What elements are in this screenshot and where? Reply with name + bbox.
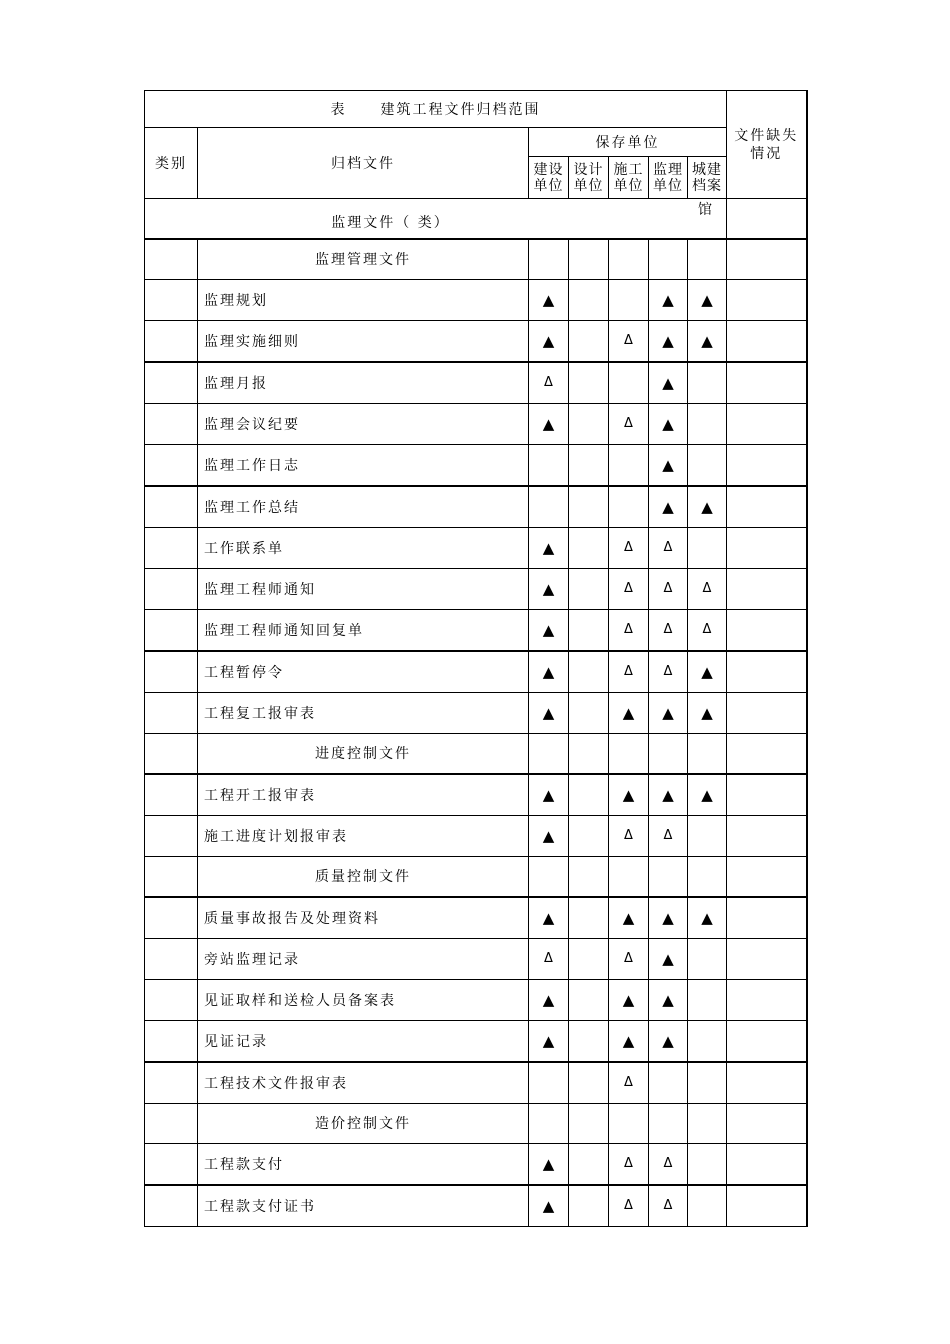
storage-mark: ▲ xyxy=(649,692,688,733)
storage-mark: Δ xyxy=(609,320,649,362)
table-row xyxy=(145,692,807,733)
storage-mark xyxy=(569,651,609,693)
archive-file-name: 见证记录 xyxy=(198,1020,529,1062)
storage-mark: ▲ xyxy=(529,279,569,320)
table-row xyxy=(145,568,807,609)
category-cell xyxy=(145,774,198,816)
missing-cell xyxy=(727,568,807,609)
category-cell xyxy=(145,733,198,774)
storage-mark: ▲ xyxy=(529,897,569,939)
storage-mark xyxy=(688,1062,727,1104)
storage-mark xyxy=(569,692,609,733)
table-row xyxy=(145,320,807,362)
missing-header-line1: 文件缺失 xyxy=(734,128,799,144)
missing-cell xyxy=(727,527,807,568)
storage-mark: ▲ xyxy=(529,692,569,733)
storage-mark xyxy=(688,444,727,486)
category-cell xyxy=(145,609,198,651)
storage-mark: ▲ xyxy=(649,897,688,939)
missing-cell xyxy=(727,815,807,856)
storage-mark xyxy=(569,979,609,1020)
storage-mark: Δ xyxy=(649,609,688,651)
table-row xyxy=(145,1020,807,1062)
storage-mark: Δ xyxy=(609,1143,649,1185)
storage-mark: ▲ xyxy=(609,979,649,1020)
storage-mark: ▲ xyxy=(529,527,569,568)
missing-cell xyxy=(727,651,807,693)
storage-mark: Δ xyxy=(609,815,649,856)
missing-cell xyxy=(727,774,807,816)
archive-file-name: 监理工程师通知 xyxy=(198,568,529,609)
storage-mark: Δ xyxy=(609,403,649,444)
storage-mark: Δ xyxy=(529,938,569,979)
archive-file-name: 监理会议纪要 xyxy=(198,403,529,444)
storage-mark xyxy=(569,279,609,320)
title-prefix: 表 xyxy=(330,102,347,118)
storage-mark xyxy=(569,1185,609,1227)
storage-mark xyxy=(688,1020,727,1062)
group-title: 监理管理文件 xyxy=(198,239,529,280)
missing-cell xyxy=(727,897,807,939)
unit-header-contractor: 施工 单位 xyxy=(609,157,649,199)
missing-cell xyxy=(727,362,807,404)
storage-mark xyxy=(649,1062,688,1104)
storage-mark xyxy=(688,527,727,568)
archive-scope-table xyxy=(144,90,808,1227)
storage-mark xyxy=(569,1020,609,1062)
archive-file-name: 监理月报 xyxy=(198,362,529,404)
missing-cell xyxy=(727,692,807,733)
storage-mark: ▲ xyxy=(609,897,649,939)
missing-cell xyxy=(727,938,807,979)
storage-mark: ▲ xyxy=(529,403,569,444)
table-title xyxy=(145,91,727,128)
archive-file-name: 监理实施细则 xyxy=(198,320,529,362)
unit-header-urban-archive: 城建 档案 xyxy=(688,157,727,199)
title-text: 建筑工程文件归档范围 xyxy=(380,102,541,118)
storage-mark xyxy=(569,609,609,651)
missing-cell xyxy=(727,403,807,444)
category-cell xyxy=(145,1185,198,1227)
archive-file-name: 监理工作总结 xyxy=(198,486,529,528)
section-title-row xyxy=(145,199,727,239)
section-title: 监理文件（ 类） xyxy=(331,215,450,232)
storage-mark xyxy=(569,938,609,979)
category-cell xyxy=(145,651,198,693)
archive-file-name: 监理工程师通知回复单 xyxy=(198,609,529,651)
category-cell xyxy=(145,239,198,280)
storage-mark: ▲ xyxy=(609,1020,649,1062)
group-title: 造价控制文件 xyxy=(198,1103,529,1143)
category-cell xyxy=(145,527,198,568)
storage-mark xyxy=(569,403,609,444)
storage-mark xyxy=(569,897,609,939)
table-row xyxy=(145,1062,807,1104)
storage-mark: Δ xyxy=(609,1185,649,1227)
storage-mark xyxy=(569,362,609,404)
storage-mark: ▲ xyxy=(649,1020,688,1062)
storage-mark xyxy=(529,444,569,486)
group-title: 质量控制文件 xyxy=(198,856,529,897)
storage-mark: ▲ xyxy=(649,403,688,444)
category-cell xyxy=(145,815,198,856)
storage-mark xyxy=(569,774,609,816)
storage-mark: Δ xyxy=(688,568,727,609)
storage-mark: Δ xyxy=(609,568,649,609)
storage-mark xyxy=(688,815,727,856)
table-row xyxy=(145,897,807,939)
storage-mark: ▲ xyxy=(529,1185,569,1227)
missing-cell xyxy=(727,1020,807,1062)
storage-mark: ▲ xyxy=(688,279,727,320)
storage-mark xyxy=(569,486,609,528)
category-cell xyxy=(145,856,198,897)
archive-file-name: 工程款支付 xyxy=(198,1143,529,1185)
storage-mark xyxy=(569,527,609,568)
storage-mark: ▲ xyxy=(609,692,649,733)
storage-mark: Δ xyxy=(529,362,569,404)
storage-mark: ▲ xyxy=(649,486,688,528)
storage-mark: Δ xyxy=(649,1143,688,1185)
table-row xyxy=(145,979,807,1020)
storage-mark: Δ xyxy=(609,527,649,568)
storage-mark: ▲ xyxy=(529,320,569,362)
storage-mark xyxy=(688,1143,727,1185)
table-row xyxy=(145,403,807,444)
group-title: 进度控制文件 xyxy=(198,733,529,774)
missing-cell xyxy=(727,486,807,528)
storage-mark: Δ xyxy=(649,815,688,856)
storage-mark: Δ xyxy=(649,527,688,568)
category-header: 类别 xyxy=(145,128,198,199)
archive-file-name: 工程开工报审表 xyxy=(198,774,529,816)
table-row xyxy=(145,938,807,979)
unit-header-urban-archive-line3: 馆 xyxy=(698,202,714,218)
missing-cell xyxy=(727,979,807,1020)
category-cell xyxy=(145,938,198,979)
missing-cell xyxy=(727,609,807,651)
storage-mark: ▲ xyxy=(529,651,569,693)
missing-cell xyxy=(727,1185,807,1227)
archive-file-name: 见证取样和送检人员备案表 xyxy=(198,979,529,1020)
storage-mark: ▲ xyxy=(649,774,688,816)
table-row xyxy=(145,362,807,404)
storage-mark: ▲ xyxy=(529,774,569,816)
category-cell xyxy=(145,1143,198,1185)
storage-mark: Δ xyxy=(609,1062,649,1104)
category-cell xyxy=(145,568,198,609)
storage-mark xyxy=(609,486,649,528)
category-cell xyxy=(145,403,198,444)
unit-header-supervision: 监理 单位 xyxy=(649,157,688,199)
storage-mark: ▲ xyxy=(609,774,649,816)
storage-mark xyxy=(569,320,609,362)
storage-mark: Δ xyxy=(649,568,688,609)
storage-mark xyxy=(609,444,649,486)
storage-mark: Δ xyxy=(609,609,649,651)
archive-file-name: 工程暂停令 xyxy=(198,651,529,693)
storage-mark xyxy=(688,362,727,404)
storage-mark: ▲ xyxy=(529,979,569,1020)
storage-mark xyxy=(688,938,727,979)
archive-file-name: 工程款支付证书 xyxy=(198,1185,529,1227)
missing-cell xyxy=(727,320,807,362)
table-row xyxy=(145,486,807,528)
archive-file-name: 质量事故报告及处理资料 xyxy=(198,897,529,939)
missing-cell xyxy=(727,1062,807,1104)
missing-cell xyxy=(727,199,807,239)
storage-mark: Δ xyxy=(688,609,727,651)
storage-mark xyxy=(569,1143,609,1185)
storage-mark xyxy=(529,1062,569,1104)
storage-mark: ▲ xyxy=(529,568,569,609)
storage-mark: Δ xyxy=(609,651,649,693)
storage-mark: ▲ xyxy=(688,897,727,939)
storage-mark: ▲ xyxy=(529,609,569,651)
storage-mark: ▲ xyxy=(688,486,727,528)
missing-cell xyxy=(727,1143,807,1185)
category-cell xyxy=(145,897,198,939)
unit-header-construction: 建设 单位 xyxy=(529,157,569,199)
storage-mark: ▲ xyxy=(688,692,727,733)
storage-mark: ▲ xyxy=(649,979,688,1020)
category-cell xyxy=(145,362,198,404)
storage-mark: Δ xyxy=(609,938,649,979)
archive-file-name: 工作联系单 xyxy=(198,527,529,568)
storage-mark: ▲ xyxy=(529,1020,569,1062)
category-cell xyxy=(145,1103,198,1143)
storage-mark: ▲ xyxy=(649,362,688,404)
unit-header-design: 设计 单位 xyxy=(569,157,609,199)
archive-file-name: 旁站监理记录 xyxy=(198,938,529,979)
category-cell xyxy=(145,692,198,733)
storage-mark: ▲ xyxy=(688,320,727,362)
archive-file-name: 监理工作日志 xyxy=(198,444,529,486)
storage-mark: ▲ xyxy=(649,320,688,362)
table-row xyxy=(145,651,807,693)
storage-mark xyxy=(569,568,609,609)
table-row xyxy=(145,774,807,816)
table-row xyxy=(145,1185,807,1227)
storage-mark xyxy=(569,1062,609,1104)
missing-header xyxy=(727,91,807,199)
table-row xyxy=(145,815,807,856)
missing-cell xyxy=(727,279,807,320)
category-cell xyxy=(145,979,198,1020)
storage-mark xyxy=(529,486,569,528)
category-cell xyxy=(145,1062,198,1104)
missing-header-line2: 情况 xyxy=(750,146,783,162)
archive-file-header: 归档文件 xyxy=(198,128,529,199)
archive-file-name: 工程复工报审表 xyxy=(198,692,529,733)
storage-mark: ▲ xyxy=(688,651,727,693)
missing-cell xyxy=(727,444,807,486)
storage-mark: ▲ xyxy=(688,774,727,816)
storage-mark: ▲ xyxy=(529,1143,569,1185)
table-row xyxy=(145,609,807,651)
archive-file-name: 监理规划 xyxy=(198,279,529,320)
storage-mark: ▲ xyxy=(529,815,569,856)
table-row xyxy=(145,527,807,568)
archive-file-name: 工程技术文件报审表 xyxy=(198,1062,529,1104)
category-cell xyxy=(145,279,198,320)
table-row xyxy=(145,444,807,486)
storage-mark: ▲ xyxy=(649,938,688,979)
category-cell xyxy=(145,444,198,486)
storage-unit-header: 保存单位 xyxy=(529,128,727,157)
storage-mark xyxy=(609,362,649,404)
table-row xyxy=(145,279,807,320)
table-row xyxy=(145,1143,807,1185)
storage-mark: ▲ xyxy=(649,444,688,486)
category-cell xyxy=(145,320,198,362)
storage-mark xyxy=(688,403,727,444)
category-cell xyxy=(145,1020,198,1062)
storage-mark: Δ xyxy=(649,651,688,693)
archive-file-name: 施工进度计划报审表 xyxy=(198,815,529,856)
storage-mark xyxy=(609,279,649,320)
storage-mark: Δ xyxy=(649,1185,688,1227)
storage-mark xyxy=(569,444,609,486)
category-cell xyxy=(145,486,198,528)
storage-mark: ▲ xyxy=(649,279,688,320)
storage-mark xyxy=(688,1185,727,1227)
storage-mark xyxy=(569,815,609,856)
storage-mark xyxy=(688,979,727,1020)
